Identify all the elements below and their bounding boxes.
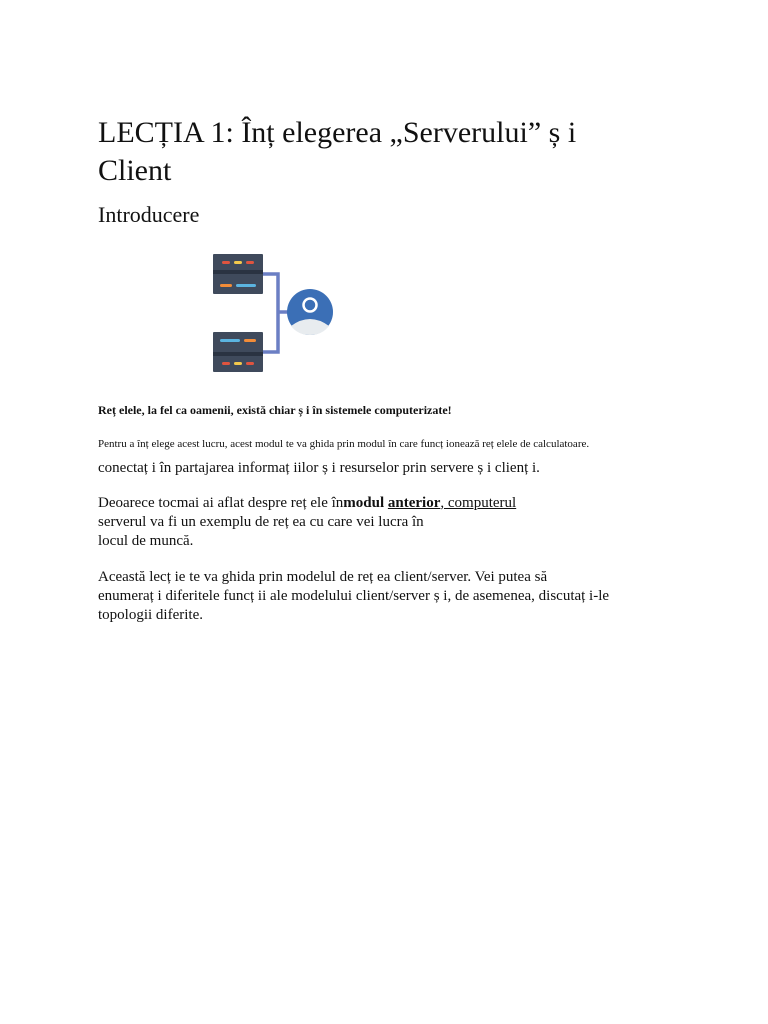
client-server-icon bbox=[210, 250, 340, 376]
paragraph-2-text-d: , computerul bbox=[440, 495, 517, 511]
lesson-title-line2: Client bbox=[98, 154, 172, 187]
lesson-title bbox=[98, 114, 698, 190]
server-icon bbox=[213, 254, 263, 294]
paragraph-2 bbox=[98, 494, 658, 551]
user-icon bbox=[287, 289, 333, 335]
small-intro-sentence: Pentru a înț elege acest lucru, acest modul te va ghida prin modul în care funcț ionează reț elele de calculatoare. bbox=[98, 438, 590, 450]
lesson-title-line1: LECȚIA 1: Înț elegerea „Serverului” ș i bbox=[98, 116, 577, 149]
paragraph-3 bbox=[98, 568, 698, 625]
client-server-illustration bbox=[210, 250, 340, 376]
paragraph-2-text-a: Deoarece tocmai ai aflat despre reț ele în bbox=[98, 495, 344, 511]
paragraph-3-line2: enumeraț i diferitele funcț ii ale modelului client/server ș i, de asemenea, discutaț i-le bbox=[98, 588, 610, 604]
paragraph-3-line1: Această lecț ie te va ghida prin modelul de reț ea client/server. Vei putea să bbox=[98, 569, 548, 585]
paragraph-2-line2: serverul va fi un exemplu de reț ea cu care vei lucra în bbox=[98, 514, 424, 530]
previous-module-link[interactable]: anterior bbox=[387, 495, 441, 511]
connector-line bbox=[263, 274, 288, 352]
paragraph-2-bold-text: modul bbox=[343, 495, 388, 511]
paragraph-2-line1 bbox=[98, 494, 658, 513]
paragraph-3-line3: topologii diferite. bbox=[98, 607, 203, 623]
server-icon bbox=[213, 332, 263, 372]
paragraph-2-line3: locul de muncă. bbox=[98, 533, 194, 549]
paragraph-1: conectaț i în partajarea informaț iilor ș i resurselor prin servere ș i clienț i. bbox=[98, 460, 540, 476]
bold-intro-sentence: Reț elele, la fel ca oamenii, există chiar ș i în sistemele computerizate! bbox=[98, 403, 452, 417]
section-heading: Introducere bbox=[98, 202, 200, 227]
